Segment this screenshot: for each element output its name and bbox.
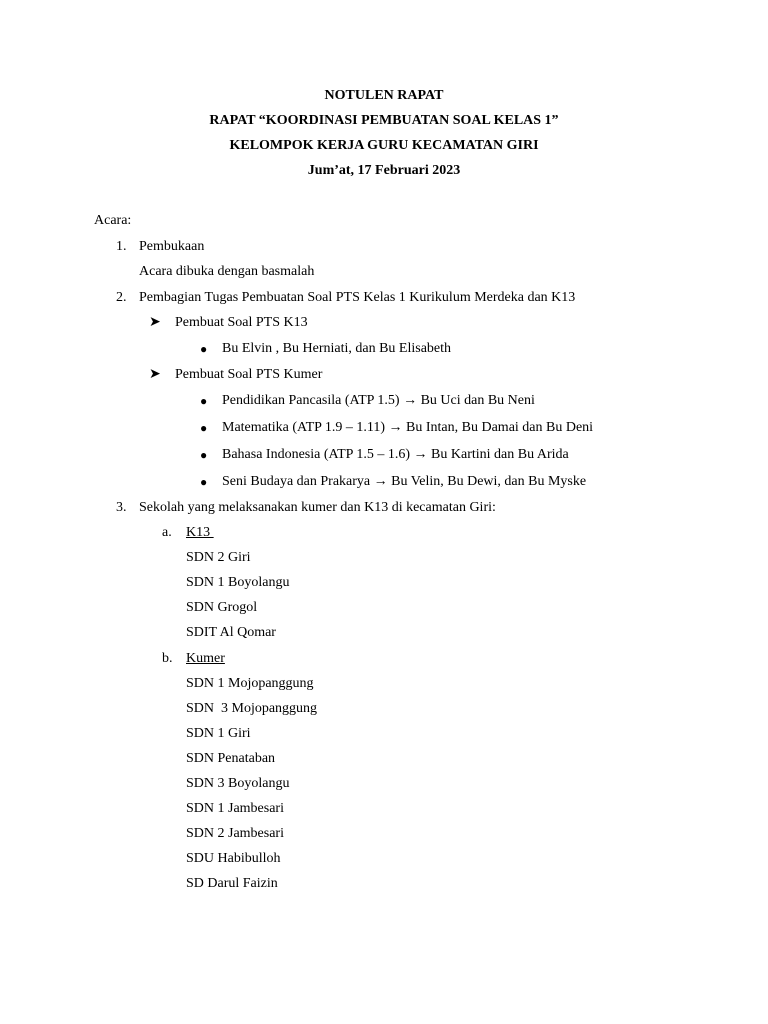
doc-title: NOTULEN RAPAT — [324, 88, 444, 103]
school-name: SDU Habibulloh — [186, 851, 281, 866]
item-number: 1. — [116, 239, 127, 254]
arrowhead-bullet-icon: ➤ — [149, 315, 161, 330]
dot-bullet-icon: ● — [200, 421, 208, 435]
item-detail: Acara dibuka dengan basmalah — [139, 264, 315, 279]
school-name: SDN 1 Giri — [186, 726, 251, 741]
item-title: Sekolah yang melaksanakan kumer dan K13 di kecamatan Giri: — [139, 500, 496, 515]
assignment-text: Seni Budaya dan Prakarya → Bu Velin, Bu Dewi, dan Bu Myske — [222, 474, 587, 489]
item-number: 2. — [116, 290, 127, 305]
dot-bullet-icon: ● — [200, 342, 208, 356]
sublist-letter: b. — [162, 651, 173, 666]
school-name: SDIT Al Qomar — [186, 625, 276, 640]
school-name: SD Darul Faizin — [186, 876, 278, 891]
assignment-text: Pendidikan Pancasila (ATP 1.5) → Bu Uci dan Bu Neni — [222, 393, 535, 408]
dot-bullet-icon: ● — [200, 475, 208, 489]
school-name: SDN 1 Boyolangu — [186, 575, 290, 590]
dot-bullet-icon: ● — [200, 448, 208, 462]
item-number: 3. — [116, 500, 127, 515]
school-name: SDN 1 Jambesari — [186, 801, 284, 816]
group-title: KELOMPOK KERJA GURU KECAMATAN GIRI — [229, 138, 539, 153]
item-title: Pembagian Tugas Pembuatan Soal PTS Kelas 1 Kurikulum Merdeka dan K13 — [139, 290, 576, 305]
meeting-date: Jum’at, 17 Februari 2023 — [307, 163, 461, 178]
dot-bullet-icon: ● — [200, 394, 208, 408]
arrowhead-bullet-icon: ➤ — [149, 367, 161, 382]
group-title: Pembuat Soal PTS Kumer — [175, 367, 323, 382]
school-name: SDN Grogol — [186, 600, 258, 615]
acara-label: Acara: — [94, 213, 132, 228]
assignment-text: Bahasa Indonesia (ATP 1.5 – 1.6) → Bu Kartini dan Bu Arida — [222, 447, 569, 462]
group-title: Pembuat Soal PTS K13 — [175, 315, 308, 330]
sublist-heading: K13 — [186, 525, 214, 540]
school-name: SDN Penataban — [186, 751, 276, 766]
school-name: SDN 3 Boyolangu — [186, 776, 290, 791]
school-name: SDN 2 Giri — [186, 550, 251, 565]
school-name: SDN 1 Mojopanggung — [186, 676, 314, 691]
assignment-text: Matematika (ATP 1.9 – 1.11) → Bu Intan, Bu Damai dan Bu Deni — [222, 420, 594, 435]
school-name: SDN 2 Jambesari — [186, 826, 284, 841]
sublist-letter: a. — [162, 525, 172, 540]
assignment-text: Bu Elvin , Bu Herniati, dan Bu Elisabeth — [222, 341, 452, 356]
meeting-title: RAPAT “KOORDINASI PEMBUATAN SOAL KELAS 1” — [209, 113, 559, 128]
item-title: Pembukaan — [139, 239, 205, 254]
sublist-heading: Kumer — [186, 651, 225, 666]
school-name: SDN 3 Mojopanggung — [186, 701, 318, 716]
